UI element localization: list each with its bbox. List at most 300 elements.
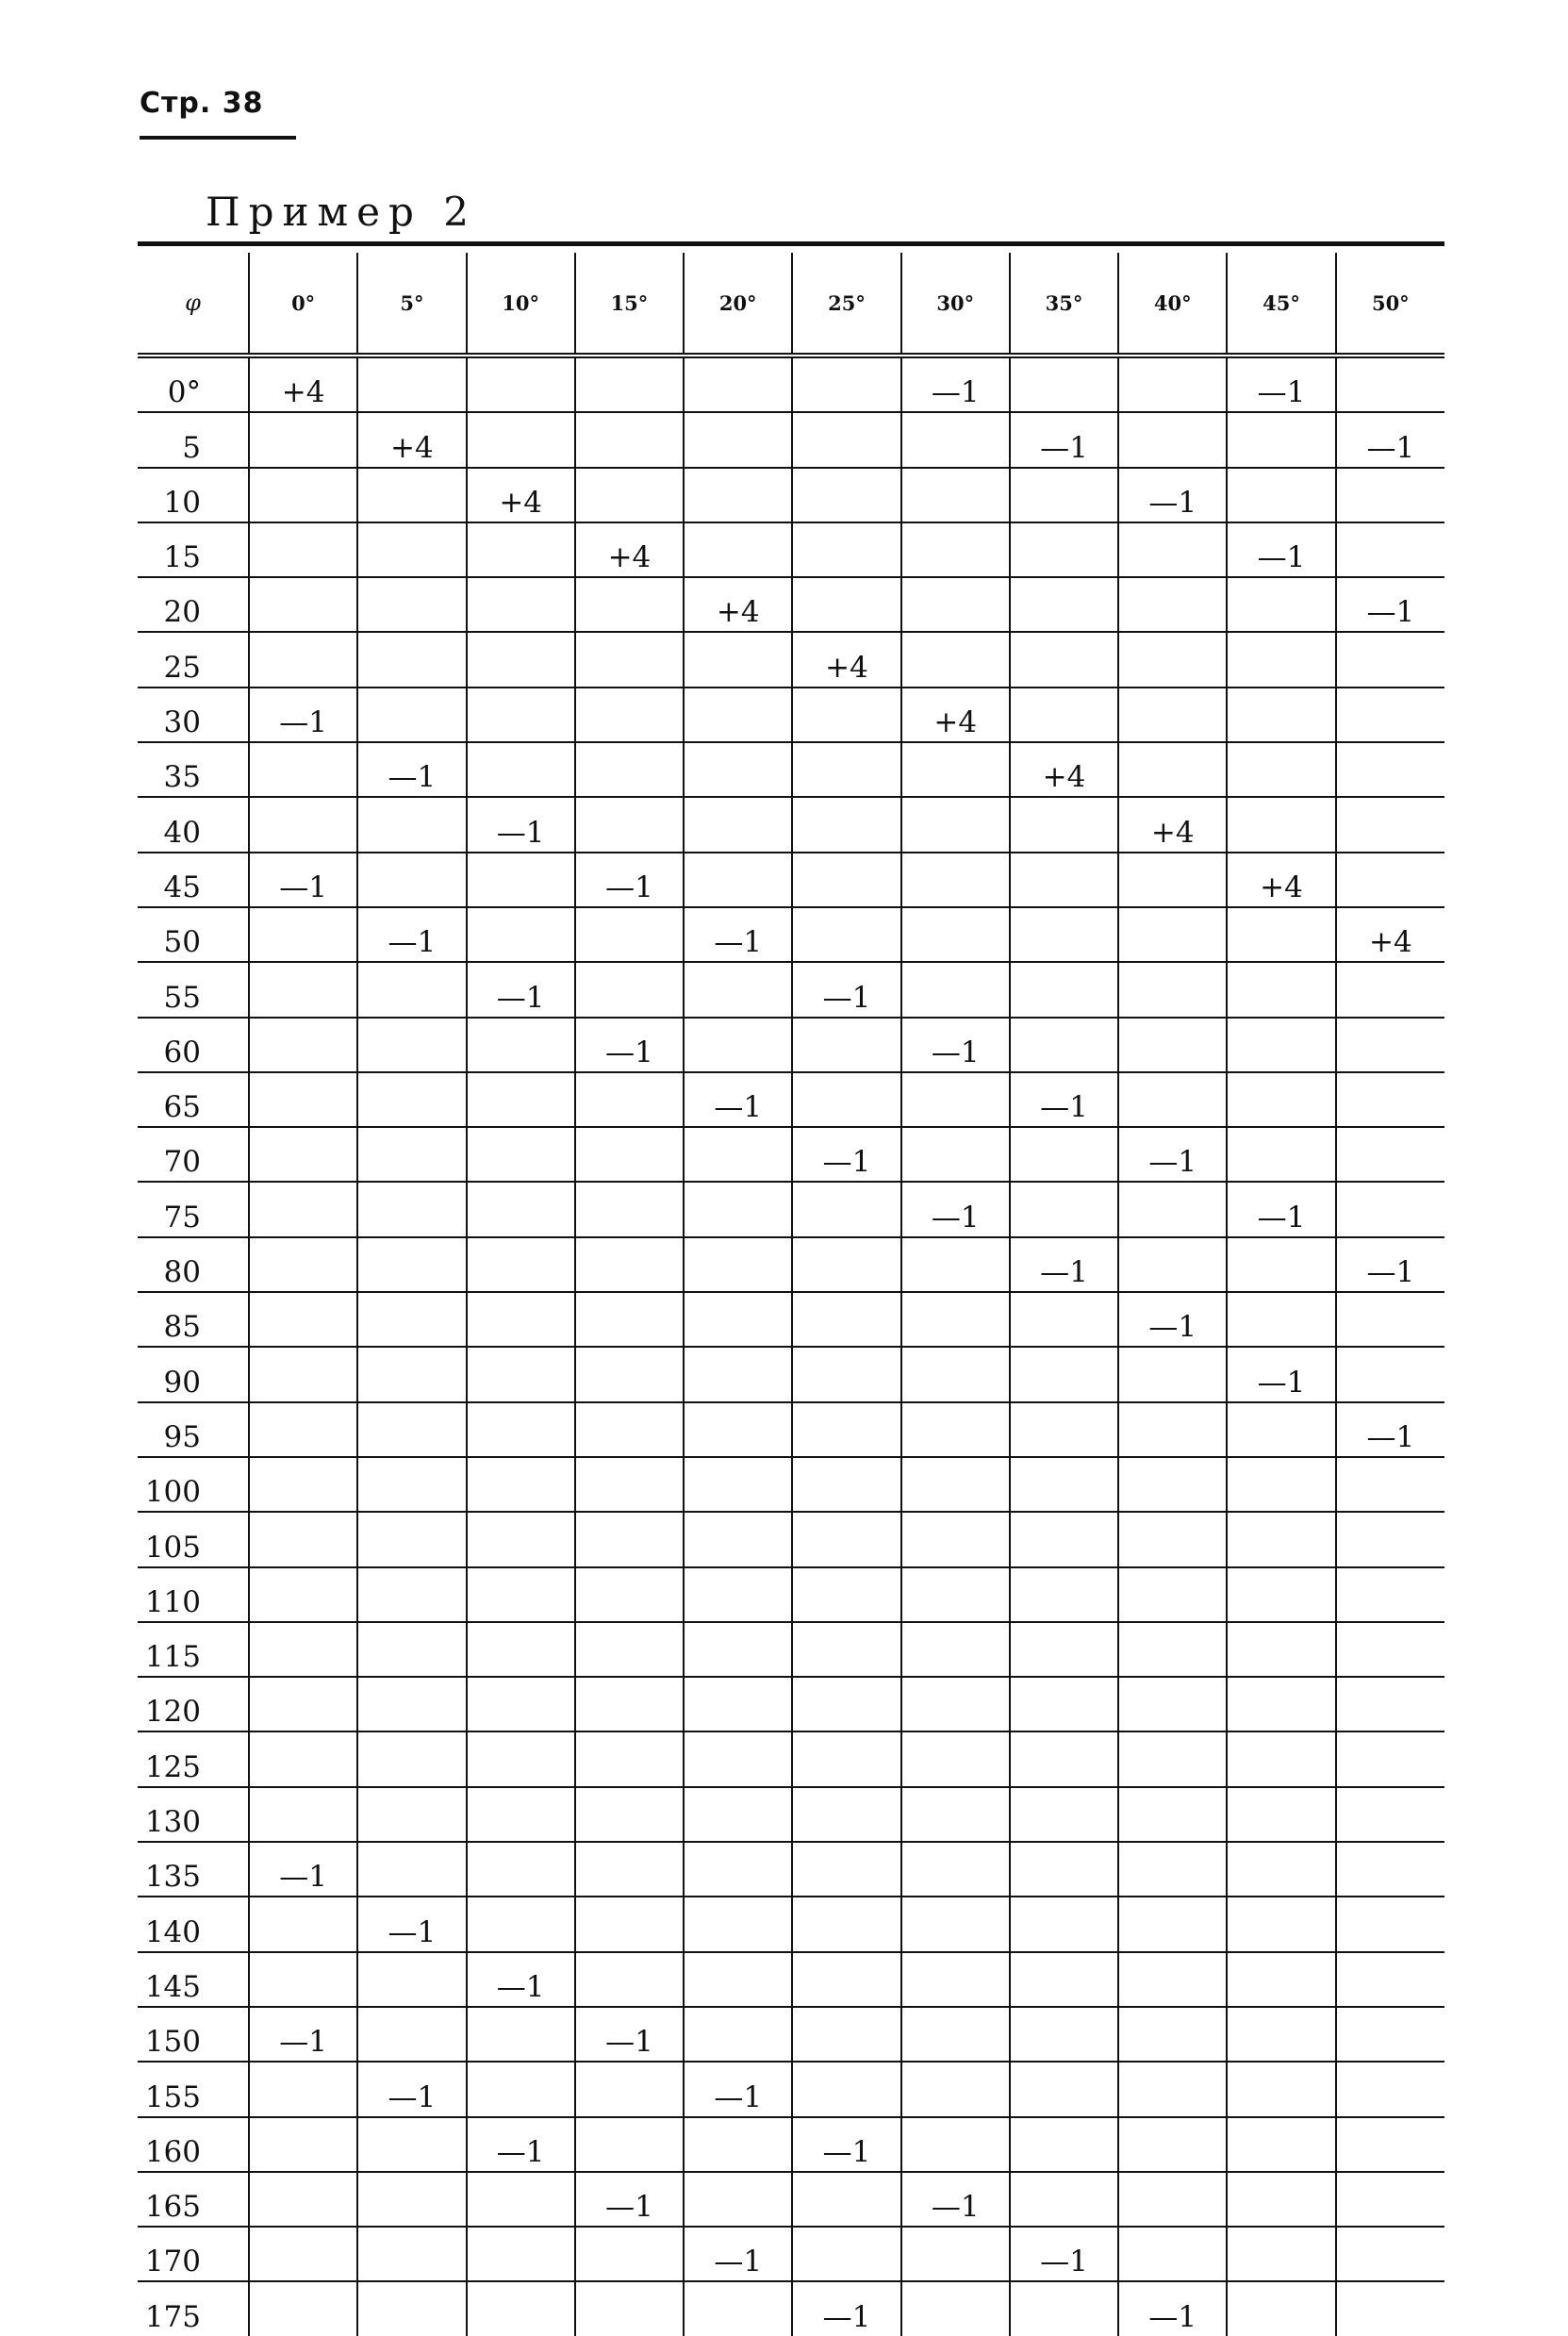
table-cell	[467, 2227, 575, 2281]
table-cell	[1010, 1567, 1118, 1622]
table-row	[138, 1018, 1444, 1072]
column-header-angle: 0°	[249, 253, 357, 356]
table-cell	[1227, 2227, 1335, 2281]
table-row	[138, 632, 1444, 687]
table-cell	[357, 853, 466, 907]
table-cell	[357, 1127, 466, 1182]
table-cell	[467, 1731, 575, 1786]
table-cell	[249, 577, 357, 632]
table-row	[138, 688, 1444, 742]
table-cell	[1118, 2117, 1227, 2172]
table-cell	[575, 2117, 684, 2172]
table-cell	[1010, 1787, 1118, 1842]
table-cell	[1118, 412, 1227, 467]
table-cell	[1336, 1622, 1444, 1677]
table-cell	[1336, 1512, 1444, 1566]
table-cell	[1227, 412, 1335, 467]
table-row	[138, 1897, 1444, 1951]
table-cell: —1	[249, 688, 357, 742]
table-cell	[1010, 577, 1118, 632]
table-cell	[467, 2172, 575, 2227]
table-cell	[1336, 1952, 1444, 2007]
table-cell	[467, 1622, 575, 1677]
table-cell: —1	[357, 907, 466, 962]
table-cell: —1	[684, 2227, 792, 2281]
table-cell	[684, 2007, 792, 2062]
table-cell	[1118, 1567, 1227, 1622]
table-row	[138, 522, 1444, 577]
row-label-phi: 50	[138, 907, 249, 962]
table-cell	[1118, 1457, 1227, 1512]
table-cell	[1336, 356, 1444, 412]
table-row	[138, 356, 1444, 412]
table-cell	[467, 2281, 575, 2335]
table-row	[138, 1237, 1444, 1292]
table-cell	[1010, 468, 1118, 522]
table-cell	[901, 522, 1010, 577]
table-cell	[357, 1292, 466, 1347]
table-cell	[249, 1512, 357, 1566]
table-cell	[684, 2117, 792, 2172]
table-cell	[575, 742, 684, 797]
table-cell	[1227, 1567, 1335, 1622]
table-cell	[1227, 468, 1335, 522]
table-cell: —1	[901, 356, 1010, 412]
table-cell	[1336, 2062, 1444, 2116]
table-cell	[1010, 1018, 1118, 1072]
table-cell	[901, 1237, 1010, 1292]
table-cell	[249, 1072, 357, 1127]
table-cell	[684, 742, 792, 797]
table-cell	[575, 1842, 684, 1897]
table-cell	[467, 577, 575, 632]
table-row	[138, 1072, 1444, 1127]
table-cell	[575, 1402, 684, 1457]
table-cell	[467, 853, 575, 907]
table-cell	[792, 1731, 900, 1786]
table-row	[138, 577, 1444, 632]
table-cell	[467, 2007, 575, 2062]
table-cell	[249, 797, 357, 852]
table-cell	[684, 1127, 792, 1182]
table-cell	[792, 2172, 900, 2227]
table-row	[138, 962, 1444, 1017]
table-cell	[792, 853, 900, 907]
table-cell	[684, 962, 792, 1017]
table-row	[138, 1457, 1444, 1512]
table-cell	[357, 1567, 466, 1622]
table-cell: +4	[357, 412, 466, 467]
table-cell	[1336, 2007, 1444, 2062]
table-cell	[1227, 1952, 1335, 2007]
table-cell	[1336, 632, 1444, 687]
column-header-angle: 35°	[1010, 253, 1118, 356]
table-cell	[467, 742, 575, 797]
table-cell: —1	[1227, 1182, 1335, 1236]
table-cell	[357, 1347, 466, 1401]
column-header-angle: 30°	[901, 253, 1010, 356]
table-cell	[1118, 1952, 1227, 2007]
table-cell	[357, 2117, 466, 2172]
table-cell	[1118, 577, 1227, 632]
table-cell	[575, 1512, 684, 1566]
row-label-phi: 150	[138, 2007, 249, 2062]
row-label-phi: 145	[138, 1952, 249, 2007]
table-cell: —1	[792, 2117, 900, 2172]
table-cell	[792, 1237, 900, 1292]
row-label-phi: 125	[138, 1731, 249, 1786]
table-cell	[575, 2281, 684, 2335]
table-cell	[792, 1347, 900, 1401]
table-cell	[901, 1347, 1010, 1401]
table-row	[138, 1127, 1444, 1182]
row-label-phi: 55	[138, 962, 249, 1017]
table-cell	[249, 1347, 357, 1401]
table-cell	[1336, 853, 1444, 907]
table-cell	[1227, 907, 1335, 962]
column-header-phi: φ	[138, 253, 249, 356]
table-cell	[684, 688, 792, 742]
table-cell	[1336, 1677, 1444, 1731]
table-cell: —1	[467, 1952, 575, 2007]
table-cell	[792, 1622, 900, 1677]
table-cell: +4	[901, 688, 1010, 742]
table-cell	[792, 577, 900, 632]
table-cell	[1336, 742, 1444, 797]
table-cell	[575, 1731, 684, 1786]
table-cell	[901, 2281, 1010, 2335]
table-cell	[792, 1182, 900, 1236]
table-cell: —1	[249, 2007, 357, 2062]
table-cell: —1	[684, 2062, 792, 2116]
table-cell	[1118, 1237, 1227, 1292]
table-cell	[901, 742, 1010, 797]
table-cell: —1	[1336, 1237, 1444, 1292]
table-cell	[357, 1677, 466, 1731]
table-cell: —1	[1227, 522, 1335, 577]
table-cell	[249, 1952, 357, 2007]
table-row	[138, 412, 1444, 467]
table-cell	[1336, 1897, 1444, 1951]
table-cell	[575, 1182, 684, 1236]
table-cell	[249, 2281, 357, 2335]
table-cell	[1227, 797, 1335, 852]
table-cell: —1	[249, 853, 357, 907]
table-cell: +4	[467, 468, 575, 522]
table-cell	[792, 742, 900, 797]
table-cell	[1010, 2281, 1118, 2335]
row-label-phi: 175	[144, 2299, 201, 2334]
table-cell	[1118, 2227, 1227, 2281]
table-row	[138, 1402, 1444, 1457]
table-cell	[1227, 1457, 1335, 1512]
table-row	[138, 2117, 1444, 2172]
table-row	[138, 907, 1444, 962]
table-cell	[1010, 1731, 1118, 1786]
table-cell	[575, 1622, 684, 1677]
table-cell	[357, 522, 466, 577]
table-cell	[1227, 2172, 1335, 2227]
table-cell	[575, 1237, 684, 1292]
table-cell	[684, 1237, 792, 1292]
table-row	[138, 1292, 1444, 1347]
table-cell	[901, 2062, 1010, 2116]
table-cell	[1336, 1127, 1444, 1182]
table-cell: —1	[249, 1842, 357, 1897]
column-header-angle: 45°	[1227, 253, 1335, 356]
table-cell	[901, 1567, 1010, 1622]
table-cell: —1	[1336, 412, 1444, 467]
table-cell: +4	[1010, 742, 1118, 797]
row-label-phi: 105	[138, 1512, 249, 1566]
table-cell	[684, 2172, 792, 2227]
table-cell	[357, 1842, 466, 1897]
row-label-phi: 10	[138, 468, 249, 522]
table-cell	[792, 1567, 900, 1622]
table-cell	[901, 1897, 1010, 1951]
table-cell	[1118, 1842, 1227, 1897]
table-cell	[1336, 1347, 1444, 1401]
table-cell: +4	[1227, 853, 1335, 907]
table-row	[138, 2281, 1444, 2335]
row-label-phi: 60	[138, 1018, 249, 1072]
header-row	[138, 253, 1444, 356]
table-cell	[249, 1787, 357, 1842]
row-label-phi: 45	[138, 853, 249, 907]
table-cell	[1010, 1182, 1118, 1236]
table-cell: —1	[1118, 2281, 1227, 2335]
table-cell	[901, 962, 1010, 1017]
table-cell	[1227, 1127, 1335, 1182]
table-cell	[901, 1127, 1010, 1182]
table-cell: —1	[1336, 1402, 1444, 1457]
table-cell	[1010, 1402, 1118, 1457]
table-cell	[575, 2227, 684, 2281]
table-cell	[467, 1292, 575, 1347]
table-body	[138, 356, 1444, 2336]
table-cell	[467, 688, 575, 742]
table-cell	[249, 2172, 357, 2227]
table-cell	[1010, 797, 1118, 852]
table-cell	[684, 356, 792, 412]
table-cell	[901, 1402, 1010, 1457]
table-cell	[249, 1127, 357, 1182]
table-cell	[1118, 1677, 1227, 1731]
table-cell	[1010, 632, 1118, 687]
table-cell	[901, 853, 1010, 907]
column-header-angle: 20°	[684, 253, 792, 356]
table-cell	[1227, 1622, 1335, 1677]
table-cell	[357, 2172, 466, 2227]
table-cell	[249, 412, 357, 467]
table-cell	[792, 1072, 900, 1127]
table-cell	[575, 688, 684, 742]
table-cell	[901, 1787, 1010, 1842]
table-cell	[357, 468, 466, 522]
table-cell	[467, 356, 575, 412]
table-cell	[1227, 1787, 1335, 1842]
table-cell	[1118, 1622, 1227, 1677]
table-cell: —1	[1118, 468, 1227, 522]
table-cell	[1118, 356, 1227, 412]
table-cell	[792, 412, 900, 467]
table-cell	[684, 1731, 792, 1786]
table-cell	[901, 1622, 1010, 1677]
table-cell	[901, 1512, 1010, 1566]
table-cell	[1118, 1182, 1227, 1236]
table-cell	[1118, 1402, 1227, 1457]
table-cell	[901, 2117, 1010, 2172]
table-cell	[901, 412, 1010, 467]
table-cell	[792, 2007, 900, 2062]
table-cell	[792, 1018, 900, 1072]
table-cell	[357, 2227, 466, 2281]
row-label-phi: 120	[138, 1677, 249, 1731]
data-table	[138, 253, 1444, 2336]
table-cell	[467, 522, 575, 577]
table-cell	[1010, 1512, 1118, 1566]
table-cell	[792, 688, 900, 742]
table-cell	[901, 1842, 1010, 1897]
table-cell	[684, 522, 792, 577]
table-cell	[575, 412, 684, 467]
table-row	[138, 1787, 1444, 1842]
table-cell	[792, 1292, 900, 1347]
table-cell	[1118, 1731, 1227, 1786]
table-cell	[1336, 1292, 1444, 1347]
table-cell: +4	[792, 632, 900, 687]
table-cell	[1336, 688, 1444, 742]
table-cell	[792, 2062, 900, 2116]
row-label-phi: 30	[138, 688, 249, 742]
table-cell: —1	[357, 1897, 466, 1951]
table-cell	[1336, 2172, 1444, 2227]
table-cell	[1010, 2172, 1118, 2227]
table-cell	[249, 1182, 357, 1236]
table-cell: —1	[792, 962, 900, 1017]
table-cell	[1010, 356, 1118, 412]
table-cell	[1118, 1512, 1227, 1566]
table-cell	[467, 907, 575, 962]
table-cell	[684, 797, 792, 852]
table-cell	[1227, 2117, 1335, 2172]
table-cell: —1	[357, 2062, 466, 2116]
table-cell	[1118, 2062, 1227, 2116]
table-cell	[1336, 1731, 1444, 1786]
table-cell	[249, 468, 357, 522]
table-row	[138, 1347, 1444, 1401]
table-cell	[249, 1567, 357, 1622]
column-header-angle: 25°	[792, 253, 900, 356]
table-row	[138, 797, 1444, 852]
table-cell	[575, 907, 684, 962]
table-cell	[1336, 1457, 1444, 1512]
row-label-phi: 35	[138, 742, 249, 797]
table-cell	[1010, 1677, 1118, 1731]
table-cell	[1010, 1292, 1118, 1347]
table-cell: —1	[575, 2007, 684, 2062]
table-cell	[249, 1677, 357, 1731]
table-cell	[249, 632, 357, 687]
table-row	[138, 2062, 1444, 2116]
table-cell	[357, 2281, 466, 2335]
table-cell	[792, 1512, 900, 1566]
table-cell	[1118, 1347, 1227, 1401]
row-label-phi: 100	[138, 1457, 249, 1512]
table-cell	[684, 1787, 792, 1842]
table-cell	[467, 632, 575, 687]
table-cell	[467, 1072, 575, 1127]
table-cell	[467, 1237, 575, 1292]
table-cell	[792, 1842, 900, 1897]
row-label-phi: 80	[138, 1237, 249, 1292]
table-cell	[575, 632, 684, 687]
table-cell	[467, 1512, 575, 1566]
table-cell	[1118, 2172, 1227, 2227]
table-cell	[1227, 742, 1335, 797]
table-cell	[467, 1018, 575, 1072]
table-cell	[357, 1182, 466, 1236]
table-cell	[684, 1622, 792, 1677]
table-cell	[249, 1731, 357, 1786]
table-cell	[575, 1897, 684, 1951]
table-cell	[684, 1512, 792, 1566]
table-cell	[1336, 797, 1444, 852]
table-cell	[357, 1622, 466, 1677]
table-cell	[1227, 1402, 1335, 1457]
table-cell	[1010, 907, 1118, 962]
table-cell: —1	[901, 1018, 1010, 1072]
table-cell	[1227, 1512, 1335, 1566]
table-cell	[467, 1457, 575, 1512]
table-cell	[575, 962, 684, 1017]
row-label-phi: 75	[138, 1182, 249, 1236]
row-label-phi: 140	[138, 1897, 249, 1951]
table-top-rule	[138, 241, 1444, 246]
table-row	[138, 853, 1444, 907]
table-cell	[684, 1347, 792, 1401]
table-cell	[1118, 522, 1227, 577]
table-row	[138, 1182, 1444, 1236]
table-cell	[1227, 1731, 1335, 1786]
table-cell: —1	[1010, 2227, 1118, 2281]
row-label-phi: 130	[138, 1787, 249, 1842]
table-cell	[1010, 688, 1118, 742]
table-row	[138, 1567, 1444, 1622]
column-header-angle: 50°	[1336, 253, 1444, 356]
table-cell	[684, 1842, 792, 1897]
row-label-phi: 65	[138, 1072, 249, 1127]
table-cell	[467, 1127, 575, 1182]
table-cell	[467, 1347, 575, 1401]
table-cell	[1336, 522, 1444, 577]
table-cell	[1010, 1347, 1118, 1401]
table-cell	[249, 907, 357, 962]
table-cell	[792, 2227, 900, 2281]
table-cell	[901, 1677, 1010, 1731]
table-cell	[249, 962, 357, 1017]
table-cell: —1	[901, 2172, 1010, 2227]
table-cell	[901, 468, 1010, 522]
data-table-wrapper	[138, 241, 1444, 2336]
row-label-phi: 85	[138, 1292, 249, 1347]
table-cell	[901, 907, 1010, 962]
example-title: Пример 2	[206, 189, 477, 235]
table-cell	[467, 1182, 575, 1236]
table-cell	[1336, 2227, 1444, 2281]
table-cell: —1	[1010, 1072, 1118, 1127]
table-cell	[467, 2062, 575, 2116]
